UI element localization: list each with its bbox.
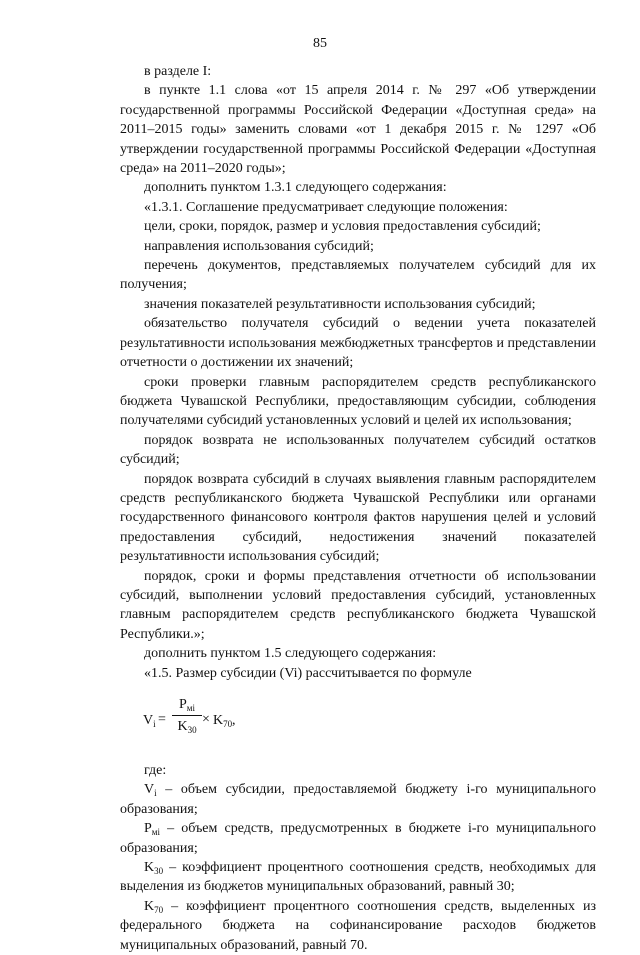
paragraph: обязательство получателя субсидий о ведении учета показателей результативности использования межбюджетных трансфертов и представлении отчетности о достижении их значений; <box>120 316 596 371</box>
definition-pmi: $P_{мi}$ – объем средств, предусмотренных в бюджете i-го муниципального образования; <box>120 821 596 856</box>
paragraph: порядок возврата субсидий в случаях выявления главным распорядителем средств республиканского бюджета Чувашской Республики или органами государственного финансового контроля фактов нарушения целей и условий предоставления субсидий, недостижения значений показателей результативности использования субсидий; <box>120 471 596 565</box>
definition-k30: $K_{30}$ – коэффициент процентного соотношения средств, необходимых для выделения из бюджетов муниципальных образований, равный 30; <box>120 860 596 895</box>
formula-lhs: $V_i$ <box>143 713 156 729</box>
document-body <box>120 62 596 955</box>
formula-numerator: $P_{мi}$ <box>172 695 202 716</box>
page-number: 85 <box>313 36 327 51</box>
paragraph: дополнить пунктом 1.3.1 следующего содержания: <box>144 180 447 196</box>
paragraph: порядок возврата не использованных получателем субсидий остатков субсидий; <box>120 432 596 468</box>
subsidy-formula <box>120 695 596 747</box>
formula-fraction <box>172 695 202 737</box>
paragraph: сроки проверки главным распорядителем средств республиканского бюджета Чувашской Республики, предоставляющим субсидии, соблюдения получателями субсидий установленных условий и целей их использования; <box>120 374 596 429</box>
paragraph: значения показателей результативности использования субсидий; <box>144 296 536 312</box>
paragraph: перечень документов, представляемых получателем субсидий для их получения; <box>120 258 596 293</box>
definition-vi: $V_i$ – объем субсидии, предоставляемой бюджету i-го муниципального образования; <box>120 782 596 817</box>
formula-equals: = <box>158 712 166 727</box>
formula-comma: , <box>232 713 236 728</box>
paragraphs-before <box>120 62 596 683</box>
paragraph: цели, сроки, порядок, размер и условия предоставления субсидий; <box>144 219 541 235</box>
formula-factor: $K_{70}$ <box>213 713 233 729</box>
where-label: где: <box>144 763 167 778</box>
formula-times: × <box>202 712 210 727</box>
paragraph: в разделе I: <box>144 64 212 79</box>
paragraph: направления использования субсидий; <box>144 238 374 254</box>
paragraph: дополнить пунктом 1.5 следующего содержания: <box>144 646 437 662</box>
paragraph: порядок, сроки и формы представления отчетности об использовании субсидий, выполнении условий предоставления субсидий, установленных главным распорядителем средств республиканского бюджета Чувашской Республики.»; <box>120 568 596 642</box>
paragraph: «1.5. Размер субсидии (Vi) рассчитывается по формуле <box>144 665 472 681</box>
paragraph: «1.3.1. Соглашение предусматривает следующие положения: <box>144 199 508 215</box>
paragraph: в пункте 1.1 слова «от 15 апреля 2014 г. № 297 «Об утверждении государственной программы Российской Федерации «Доступная среда» на 2011–2015 годы» заменить словами «от 1 декабря 2015 г. № 1297 «Об утверждении государственной программы Российской Федерации «Доступная среда» на 2011–2020 годы»; <box>120 83 596 177</box>
definition-k70: $K_{70}$ – коэффициент процентного соотношения средств, выделенных из федерального бюджета на софинансирование расходов бюджетов муниципальных образований, равный 70. <box>120 898 596 953</box>
formula-denominator: $K_{30}$ <box>177 719 197 736</box>
